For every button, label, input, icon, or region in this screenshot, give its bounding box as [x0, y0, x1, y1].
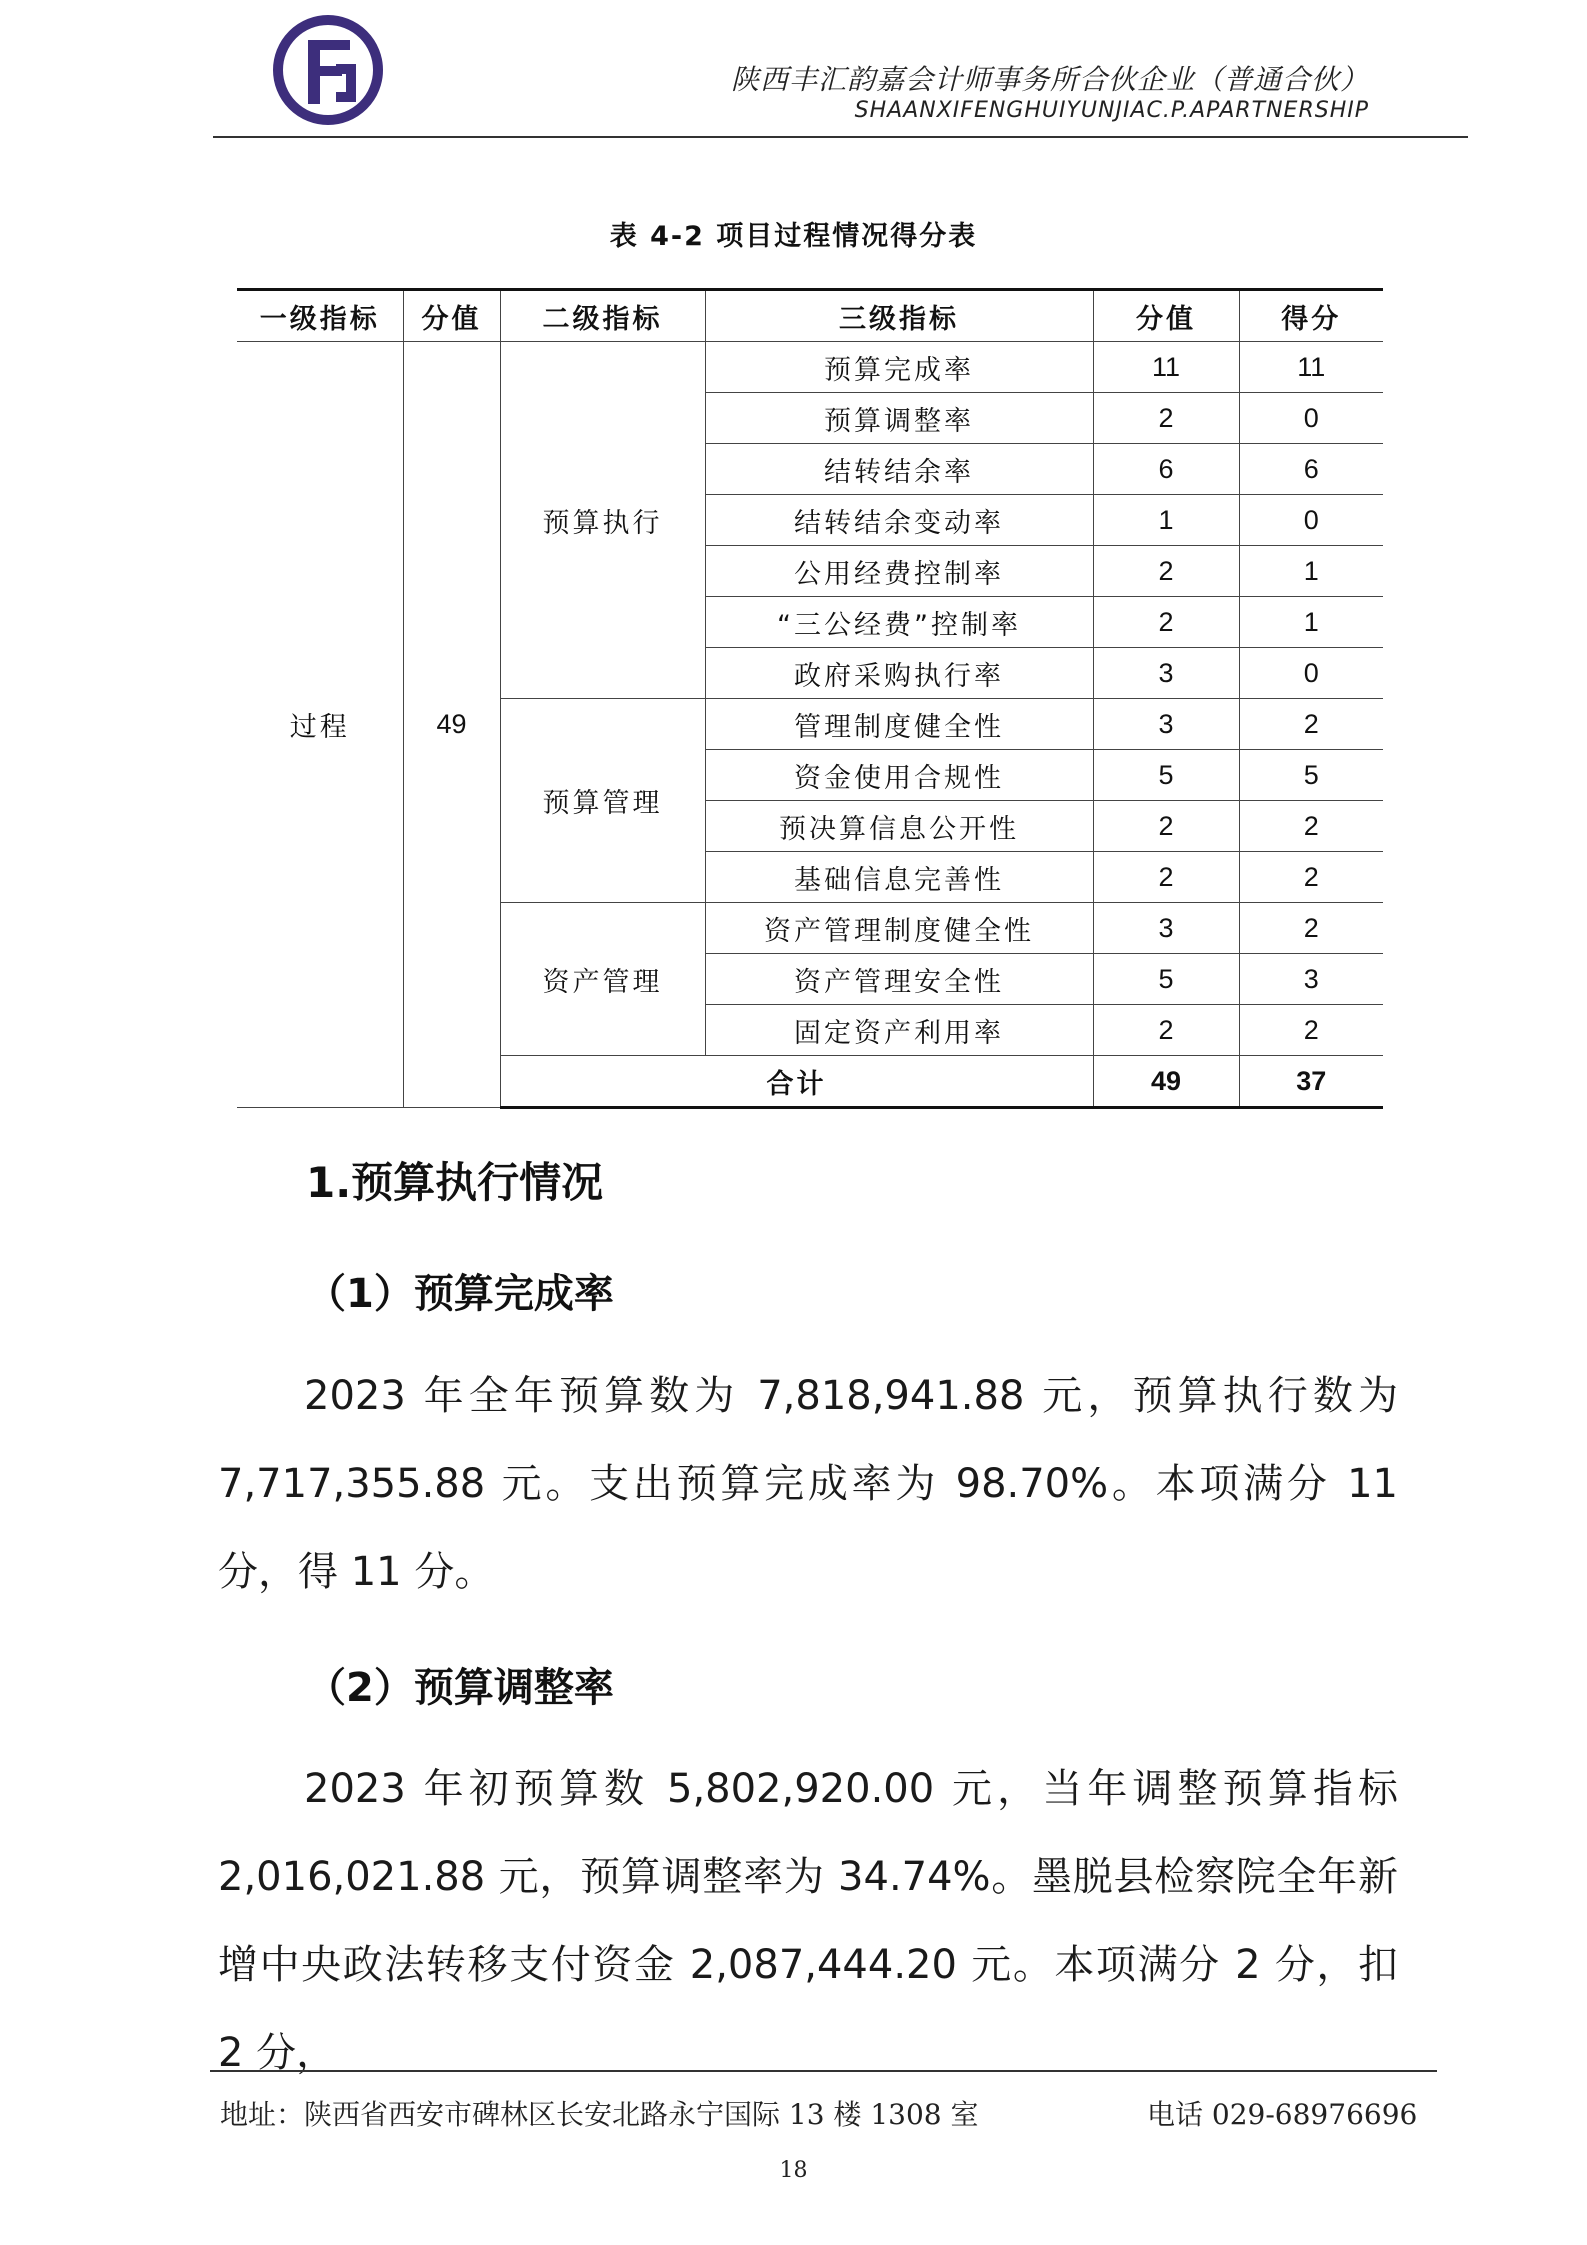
level1-cell: 过程: [237, 342, 403, 1108]
table-title: 表 4-2 项目过程情况得分表: [609, 221, 978, 252]
value-cell: 3: [1093, 903, 1239, 954]
value-cell: 2: [1093, 852, 1239, 903]
column-header: 一级指标: [237, 290, 403, 342]
level1-score-cell: 49: [403, 342, 500, 1108]
subsection-heading-2: （2）预算调整率: [306, 1665, 614, 1711]
score-cell: 2: [1239, 852, 1383, 903]
level3-cell: 结转结余率: [705, 444, 1093, 495]
level3-cell: 预决算信息公开性: [705, 801, 1093, 852]
score-cell: 0: [1239, 495, 1383, 546]
value-cell: 3: [1093, 699, 1239, 750]
level3-cell: 资产管理制度健全性: [705, 903, 1093, 954]
score-cell: 11: [1239, 342, 1383, 393]
score-cell: 2: [1239, 1005, 1383, 1056]
column-header: 分值: [403, 290, 500, 342]
table-row: [237, 342, 1383, 393]
score-cell: 5: [1239, 750, 1383, 801]
header-divider: [213, 136, 1468, 138]
score-table: [237, 288, 1383, 1109]
value-cell: 2: [1093, 1005, 1239, 1056]
level3-cell: 预算完成率: [705, 342, 1093, 393]
column-header: 三级指标: [705, 290, 1093, 342]
column-header: 分值: [1093, 290, 1239, 342]
page-number: 18: [779, 2158, 808, 2183]
paragraph-2: 2023 年初预算数 5,802,920.00 元，当年调整预算指标 2,016,021.88 元，预算调整率为 34.74%。墨脱县检察院全年新增中央政法转移支付资金 2,087,444.20 元。本项满分 2 分，扣 2 分，: [218, 1766, 1398, 2076]
level3-cell: 预算调整率: [705, 393, 1093, 444]
level3-cell: 公用经费控制率: [705, 546, 1093, 597]
value-cell: 1: [1093, 495, 1239, 546]
total-label: 合计: [500, 1056, 1093, 1108]
total-value: 49: [1093, 1056, 1239, 1108]
level2-cell: 预算管理: [500, 699, 705, 903]
score-cell: 6: [1239, 444, 1383, 495]
level3-cell: 管理制度健全性: [705, 699, 1093, 750]
score-cell: 3: [1239, 954, 1383, 1005]
score-cell: 0: [1239, 648, 1383, 699]
level2-cell: 资产管理: [500, 903, 705, 1056]
section-heading: 1.预算执行情况: [306, 1158, 604, 1207]
footer-address: 地址：陕西省西安市碑林区长安北路永宁国际 13 楼 1308 室: [220, 2098, 979, 2131]
level3-cell: 结转结余变动率: [705, 495, 1093, 546]
value-cell: 5: [1093, 954, 1239, 1005]
score-cell: 2: [1239, 903, 1383, 954]
level2-cell: 预算执行: [500, 342, 705, 699]
level3-cell: 固定资产利用率: [705, 1005, 1093, 1056]
table-header-row: [237, 290, 1383, 342]
firm-name-cn: 陕西丰汇韵嘉会计师事务所合伙企业（普通合伙）: [730, 63, 1369, 96]
footer-phone: 电话 029-68976696: [1147, 2098, 1418, 2131]
value-cell: 6: [1093, 444, 1239, 495]
level3-cell: 基础信息完善性: [705, 852, 1093, 903]
value-cell: 2: [1093, 801, 1239, 852]
value-cell: 2: [1093, 597, 1239, 648]
value-cell: 11: [1093, 342, 1239, 393]
subsection-heading-1: （1）预算完成率: [306, 1271, 614, 1317]
footer-divider: [210, 2070, 1437, 2072]
score-cell: 1: [1239, 597, 1383, 648]
fh-logo-icon: [272, 14, 384, 126]
level3-cell: 资产管理安全性: [705, 954, 1093, 1005]
value-cell: 3: [1093, 648, 1239, 699]
level3-cell: 资金使用合规性: [705, 750, 1093, 801]
value-cell: 5: [1093, 750, 1239, 801]
score-cell: 2: [1239, 801, 1383, 852]
paragraph-1: 2023 年全年预算数为 7,818,941.88 元，预算执行数为 7,717,355.88 元。支出预算完成率为 98.70%。本项满分 11 分，得 11 分。: [218, 1373, 1398, 1595]
score-cell: 0: [1239, 393, 1383, 444]
score-cell: 2: [1239, 699, 1383, 750]
value-cell: 2: [1093, 393, 1239, 444]
level3-cell: “三公经费”控制率: [705, 597, 1093, 648]
firm-name-en: SHAANXIFENGHUIYUNJIAC.P.APARTNERSHIP: [854, 98, 1369, 123]
value-cell: 2: [1093, 546, 1239, 597]
column-header: 二级指标: [500, 290, 705, 342]
level3-cell: 政府采购执行率: [705, 648, 1093, 699]
column-header: 得分: [1239, 290, 1383, 342]
total-score: 37: [1239, 1056, 1383, 1108]
score-cell: 1: [1239, 546, 1383, 597]
